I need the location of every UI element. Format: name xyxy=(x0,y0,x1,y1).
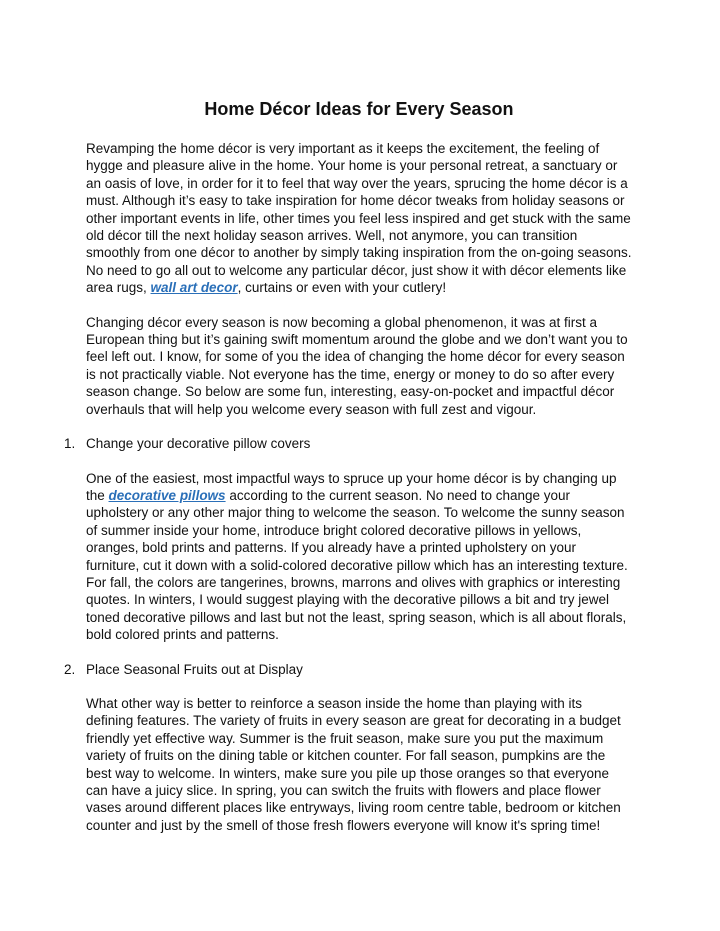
section-1-body-text-a: One of the easiest, most impactful ways to spruce up your home décor is by changing up the xyxy=(86,470,617,503)
section-1-heading-text: Change your decorative pillow covers xyxy=(86,436,311,452)
wall-art-decor-link[interactable]: wall art decor xyxy=(150,280,238,296)
section-1-body xyxy=(86,470,632,644)
intro-paragraph-1-text-a: Revamping the home décor is very important as it keeps the excitement, the feeling of hygge and pleasure alive in the home. Your home is your personal retreat, a sanctuary or an oasis of love, in order for it to feel that way over the years, sprucing the home décor is a must. Although it’s easy to take inspiration for home décor tweaks from holiday seasons or other important events in life, other times you feel less inspired and get stuck with the same old décor till the next holiday season arrives. Well, not anymore, you can transition smoothly from one décor to another by simply taking inspiration from the on-going seasons. No need to go all out to welcome any particular décor, just show it with décor elements like area rugs, xyxy=(86,141,632,296)
section-1-number: 1. xyxy=(64,436,76,452)
section-1-heading xyxy=(64,435,632,452)
section-2-body: What other way is better to reinforce a season inside the home than playing with its defining features. The variety of fruits in every season are great for decorating in a budget friendly yet effective way. Summer is the fruit season, make sure you put the maximum variety of fruits on the dining table or kitchen counter. For fall season, pumpkins are the best way to welcome. In winters, make sure you pile up those oranges so that everyone can have a juicy slice. In spring, you can switch the fruits with flowers and place flower vases around different places like entryways, living room centre table, bedroom or kitchen counter and just by the smell of those fresh flowers everyone will know it's spring time! xyxy=(86,695,621,833)
intro-paragraph-1 xyxy=(86,140,632,297)
intro-paragraph-2: Changing décor every season is now becoming a global phenomenon, it was at first a European thing but it’s gaining swift momentum around the globe and we don’t want you to feel left out. I know, for some of you the idea of changing the home décor for every season is not practically viable. Not everyone has the time, energy or money to do so after every season change. So below are some fun, interesting, easy-on-pocket and impactful décor overhauls that will help you welcome every season with full zest and vigour. xyxy=(86,314,628,417)
document-title: Home Décor Ideas for Every Season xyxy=(204,99,514,119)
section-1-body-text-b: according to the current season. No need to change your upholstery or any other major thing to welcome the season. To welcome the sunny season of summer inside your home, introduce bright colored decorative pillows in yellows, oranges, bold prints and patterns. If you already have a printed upholstery on your furniture, cut it down with a solid-colored decorative pillow which has an interesting texture. For fall, the colors are tangerines, browns, marrons and olives with graphics or interesting quotes. In winters, I would suggest playing with the decorative pillows a bit and try jewel toned decorative pillows and last but not the least, spring season, which is all about florals, bold colored prints and patterns. xyxy=(86,487,628,643)
decorative-pillows-link[interactable]: decorative pillows xyxy=(108,487,226,503)
section-2-heading-text: Place Seasonal Fruits out at Display xyxy=(86,661,303,677)
section-2-number: 2. xyxy=(64,661,76,677)
intro-paragraph-1-text-b: , curtains or even with your cutlery! xyxy=(237,280,447,296)
section-2-heading xyxy=(64,661,632,678)
